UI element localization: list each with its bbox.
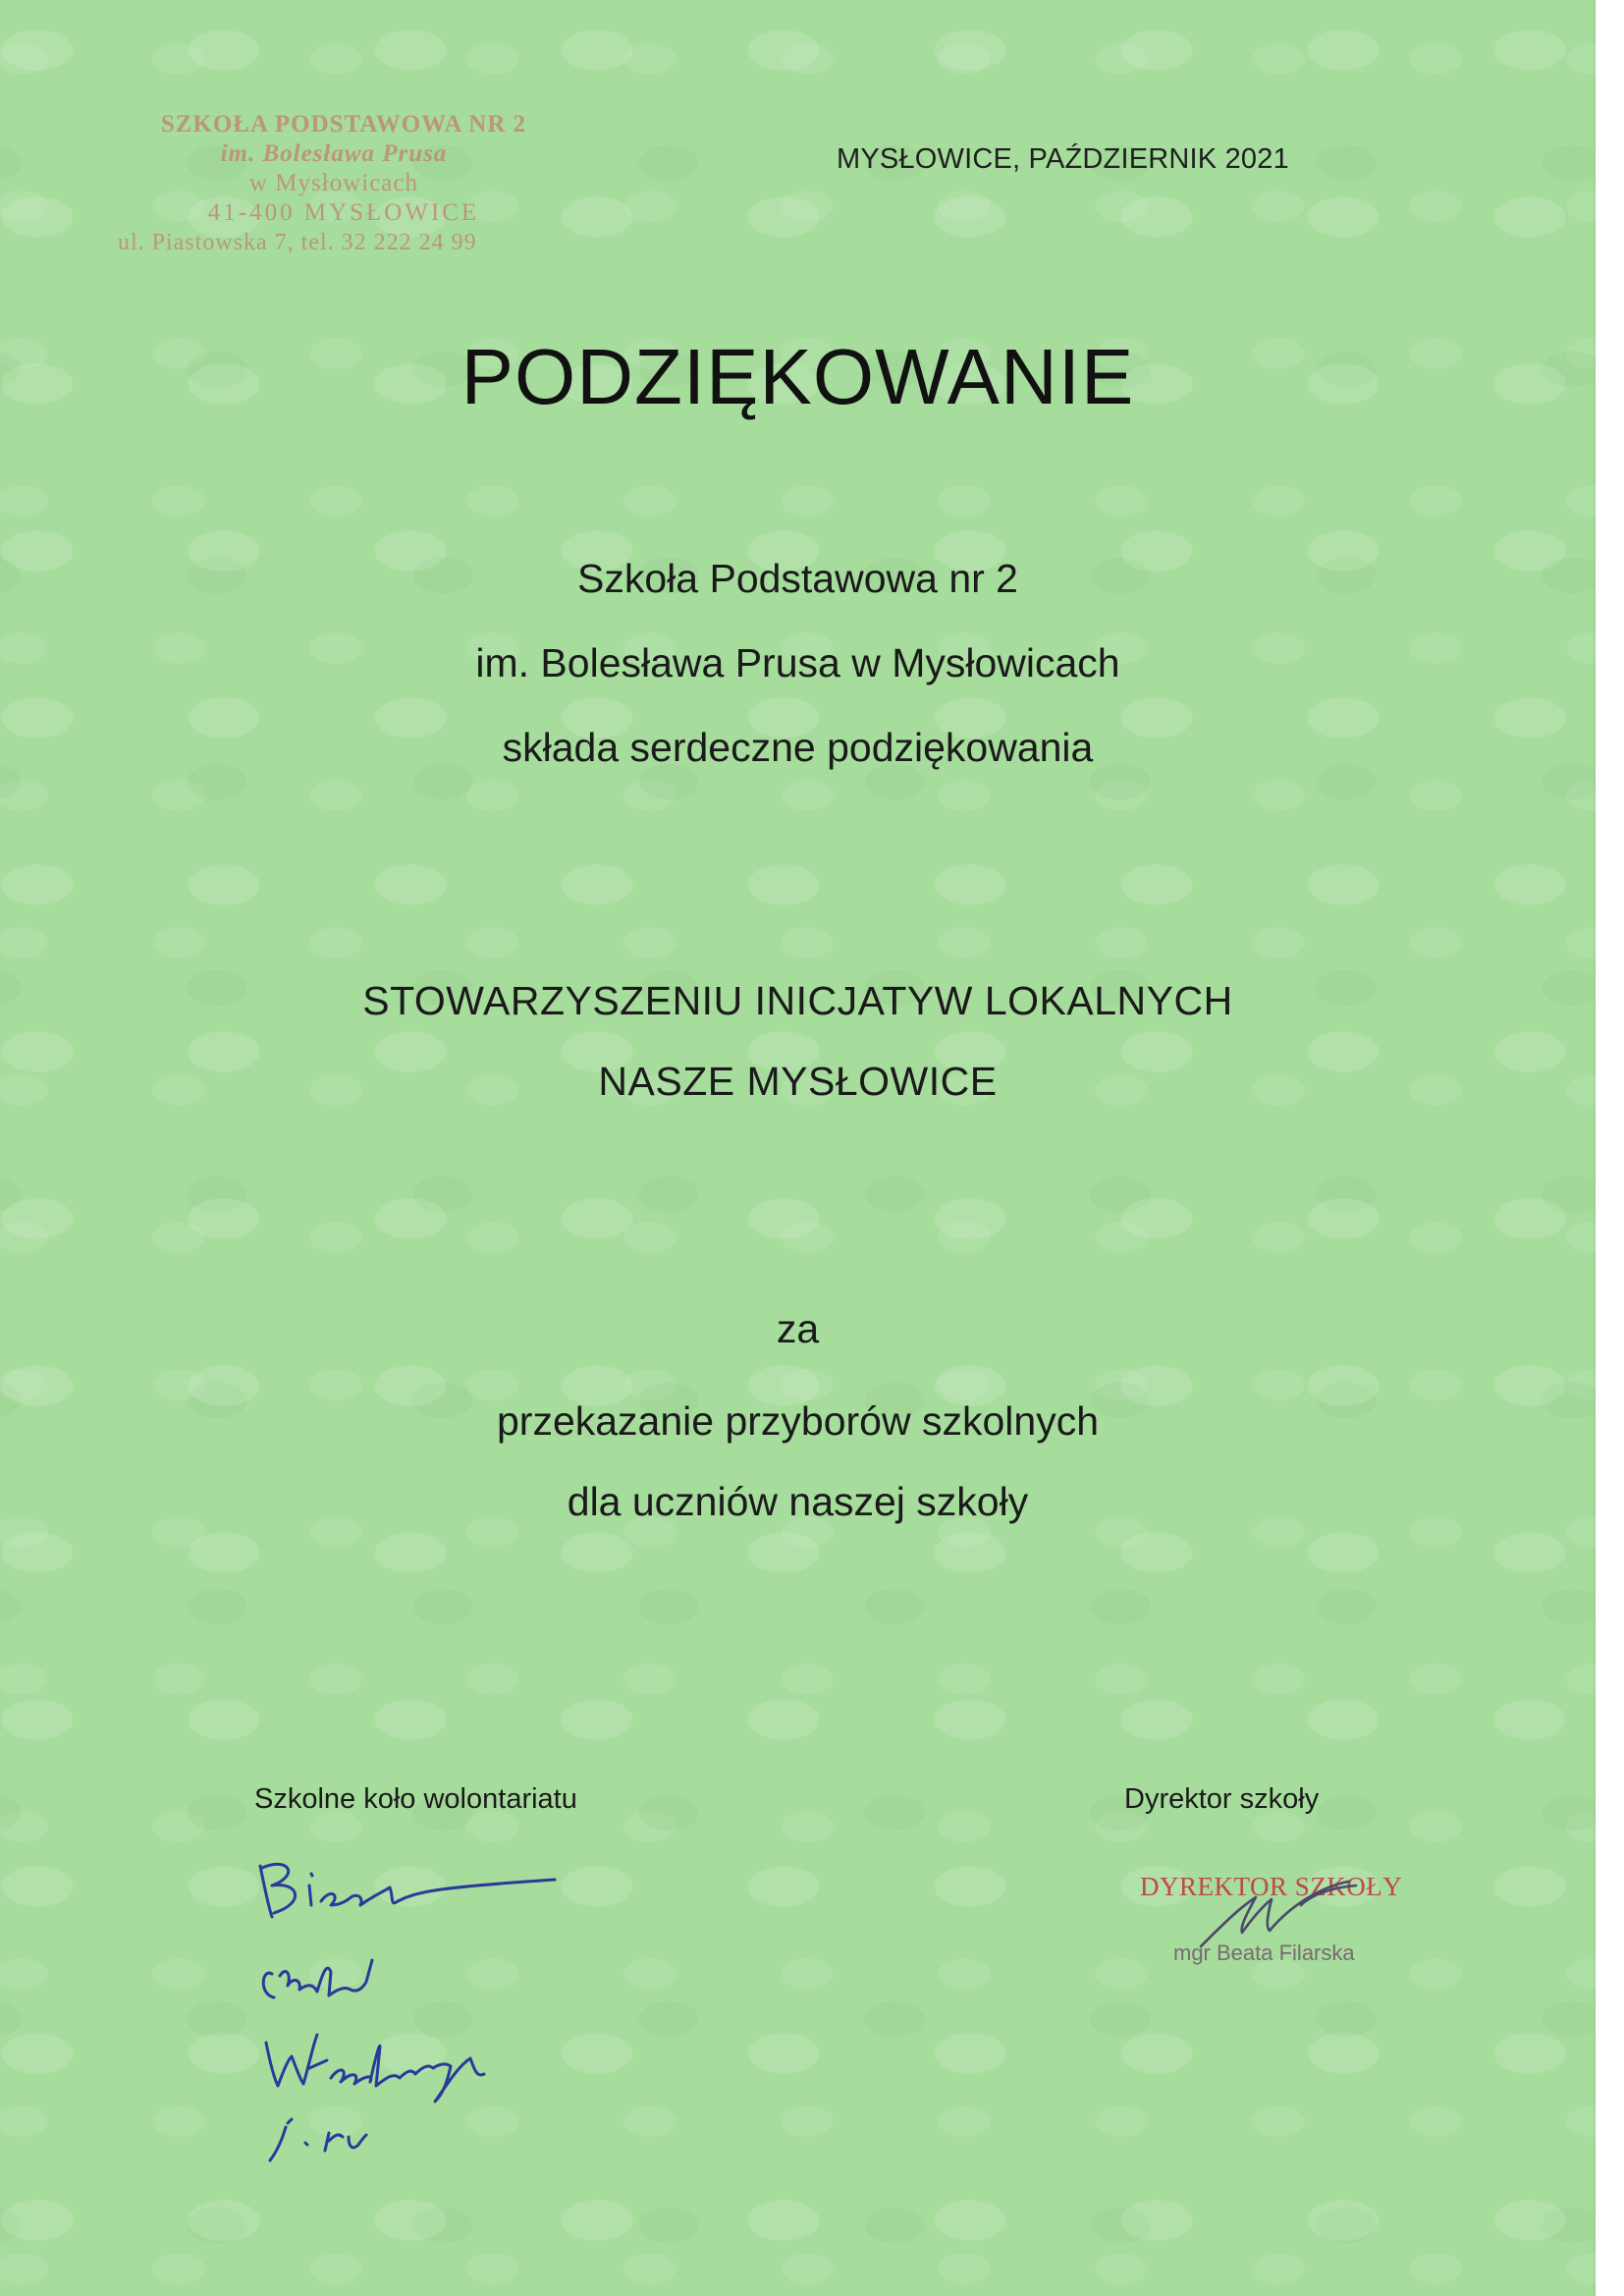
stamp-line-4: 41-400 MYSŁOWICE (207, 199, 480, 226)
director-stamp (1134, 1866, 1458, 1984)
intro-text (0, 536, 1596, 790)
reason-line: przekazanie przyborów szkolnych (497, 1398, 1099, 1444)
director-signature (1193, 1866, 1409, 1984)
director-label: Dyrektor szkoły (1124, 1783, 1320, 1815)
school-stamp (118, 110, 569, 257)
recipient-line: STOWARZYSZENIU INICJATYW LOKALNYCH (362, 978, 1233, 1023)
volunteer-signatures (250, 1846, 604, 2170)
recipient-line: NASZE MYSŁOWICE (598, 1059, 998, 1104)
document-title: PODZIĘKOWANIE (460, 333, 1135, 420)
intro-line: składa serdeczne podziękowania (502, 725, 1094, 770)
signature-4 (270, 2119, 366, 2160)
za-word: za (776, 1306, 820, 1351)
stamp-line-3: w Mysłowicach (249, 170, 418, 196)
intro-line: im. Bolesława Prusa w Mysłowicach (475, 640, 1120, 685)
intro-line: Szkoła Podstawowa nr 2 (577, 556, 1018, 601)
signature-2 (263, 1960, 372, 1997)
stamp-line-5: ul. Piastowska 7, tel. 32 222 24 99 (118, 230, 477, 255)
signature-3 (266, 2035, 484, 2102)
stamp-line-2: im. Bolesława Prusa (220, 140, 448, 167)
recipient-name (0, 960, 1596, 1121)
signature-1 (260, 1864, 555, 1917)
reason-line: dla uczniów naszej szkoły (567, 1479, 1029, 1524)
director-stamp-title: DYREKTOR SZKOŁY (1140, 1872, 1403, 1901)
reason-text (0, 1381, 1596, 1542)
volunteer-club-label: Szkolne koło wolontariatu (254, 1783, 577, 1815)
director-stamp-name: mgr Beata Filarska (1173, 1941, 1355, 1965)
place-date: MYSŁOWICE, PAŹDZIERNIK 2021 (837, 143, 1289, 175)
stamp-line-1: SZKOŁA PODSTAWOWA NR 2 (160, 111, 527, 137)
